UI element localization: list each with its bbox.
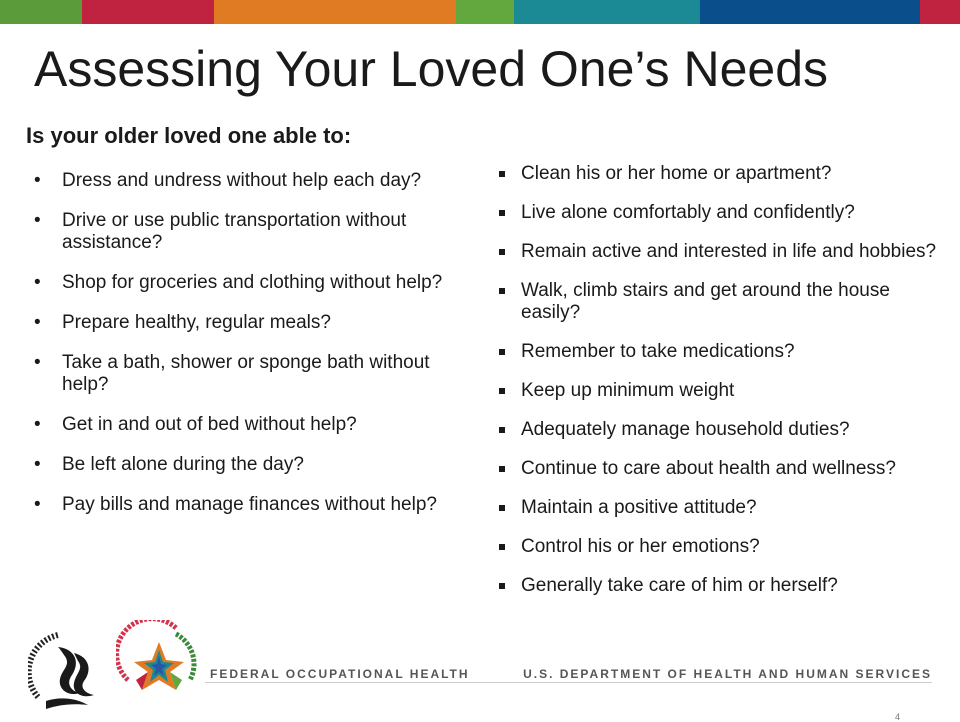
bullet-square-icon — [499, 349, 505, 355]
list-item-text: Walk, climb stairs and get around the house easily? — [521, 280, 890, 323]
list-item-text: Live alone comfortably and confidently? — [521, 202, 855, 223]
bullet-square-icon — [499, 171, 505, 177]
bullet-square-icon — [499, 288, 505, 294]
bullet-dot-icon: • — [34, 352, 41, 373]
list-item-text: Take a bath, shower or sponge bath without help? — [62, 352, 430, 395]
list-item-text: Continue to care about health and wellness? — [521, 458, 896, 479]
bullet-square-icon — [499, 505, 505, 511]
foh-seal-icon — [116, 620, 202, 706]
page-number: 4 — [894, 712, 900, 722]
slide-subtitle: Is your older loved one able to: — [26, 123, 352, 148]
list-item — [34, 352, 478, 396]
foh-footer-label: FEDERAL OCCUPATIONAL HEALTH — [210, 667, 470, 681]
color-band-segment — [920, 0, 960, 24]
list-item-text: Remember to take medications? — [521, 341, 795, 362]
list-item — [497, 280, 937, 324]
color-band-segment — [514, 0, 700, 24]
list-item-text: Generally take care of him or herself? — [521, 575, 838, 596]
left-question-list — [34, 170, 478, 534]
bullet-dot-icon: • — [34, 494, 41, 515]
hhs-seal-icon — [28, 627, 112, 715]
list-item-text: Remain active and interested in life and hobbies? — [521, 241, 937, 262]
footer-divider — [205, 682, 932, 683]
list-item — [497, 202, 937, 224]
right-question-list — [497, 163, 937, 614]
bullet-dot-icon: • — [34, 454, 41, 475]
list-item — [497, 536, 937, 558]
list-item — [497, 497, 937, 519]
list-item-text: Shop for groceries and clothing without help? — [62, 272, 443, 293]
list-item-text: Get in and out of bed without help? — [62, 414, 357, 435]
list-item — [497, 380, 937, 402]
list-item — [34, 454, 478, 476]
list-item-text: Maintain a positive attitude? — [521, 497, 757, 518]
bullet-square-icon — [499, 388, 505, 394]
list-item — [34, 414, 478, 436]
bullet-square-icon — [499, 544, 505, 550]
bullet-square-icon — [499, 466, 505, 472]
list-item-text: Dress and undress without help each day? — [62, 170, 422, 191]
list-item — [497, 163, 937, 185]
list-item-text: Drive or use public transportation without assistance? — [62, 210, 407, 253]
list-item — [497, 575, 937, 597]
list-item-text: Prepare healthy, regular meals? — [62, 312, 331, 333]
list-item — [497, 241, 937, 263]
list-item — [34, 210, 478, 254]
hhs-footer-label: U.S. DEPARTMENT OF HEALTH AND HUMAN SERVICES — [523, 667, 932, 681]
bullet-square-icon — [499, 427, 505, 433]
bullet-dot-icon: • — [34, 210, 41, 231]
bullet-square-icon — [499, 249, 505, 255]
bullet-dot-icon: • — [34, 414, 41, 435]
list-item-text: Keep up minimum weight — [521, 380, 735, 401]
color-band-segment — [0, 0, 82, 24]
slide-footer — [0, 620, 960, 720]
color-band-segment — [700, 0, 920, 24]
bullet-square-icon — [499, 583, 505, 589]
bullet-dot-icon: • — [34, 272, 41, 293]
bullet-square-icon — [499, 210, 505, 216]
list-item — [34, 272, 478, 294]
color-band-segment — [82, 0, 214, 24]
list-item-text: Adequately manage household duties? — [521, 419, 850, 440]
list-item — [34, 170, 478, 192]
list-item-text: Control his or her emotions? — [521, 536, 760, 557]
list-item-text: Clean his or her home or apartment? — [521, 163, 832, 184]
list-item — [497, 419, 937, 441]
bullet-dot-icon: • — [34, 170, 41, 191]
list-item-text: Pay bills and manage finances without help? — [62, 494, 437, 515]
list-item — [34, 312, 478, 334]
list-item — [497, 341, 937, 363]
bullet-dot-icon: • — [34, 312, 41, 333]
color-band — [0, 0, 960, 24]
slide-title: Assessing Your Loved One’s Needs — [34, 41, 829, 97]
color-band-segment — [214, 0, 456, 24]
list-item — [497, 458, 937, 480]
list-item — [34, 494, 478, 516]
color-band-segment — [456, 0, 514, 24]
list-item-text: Be left alone during the day? — [62, 454, 304, 475]
